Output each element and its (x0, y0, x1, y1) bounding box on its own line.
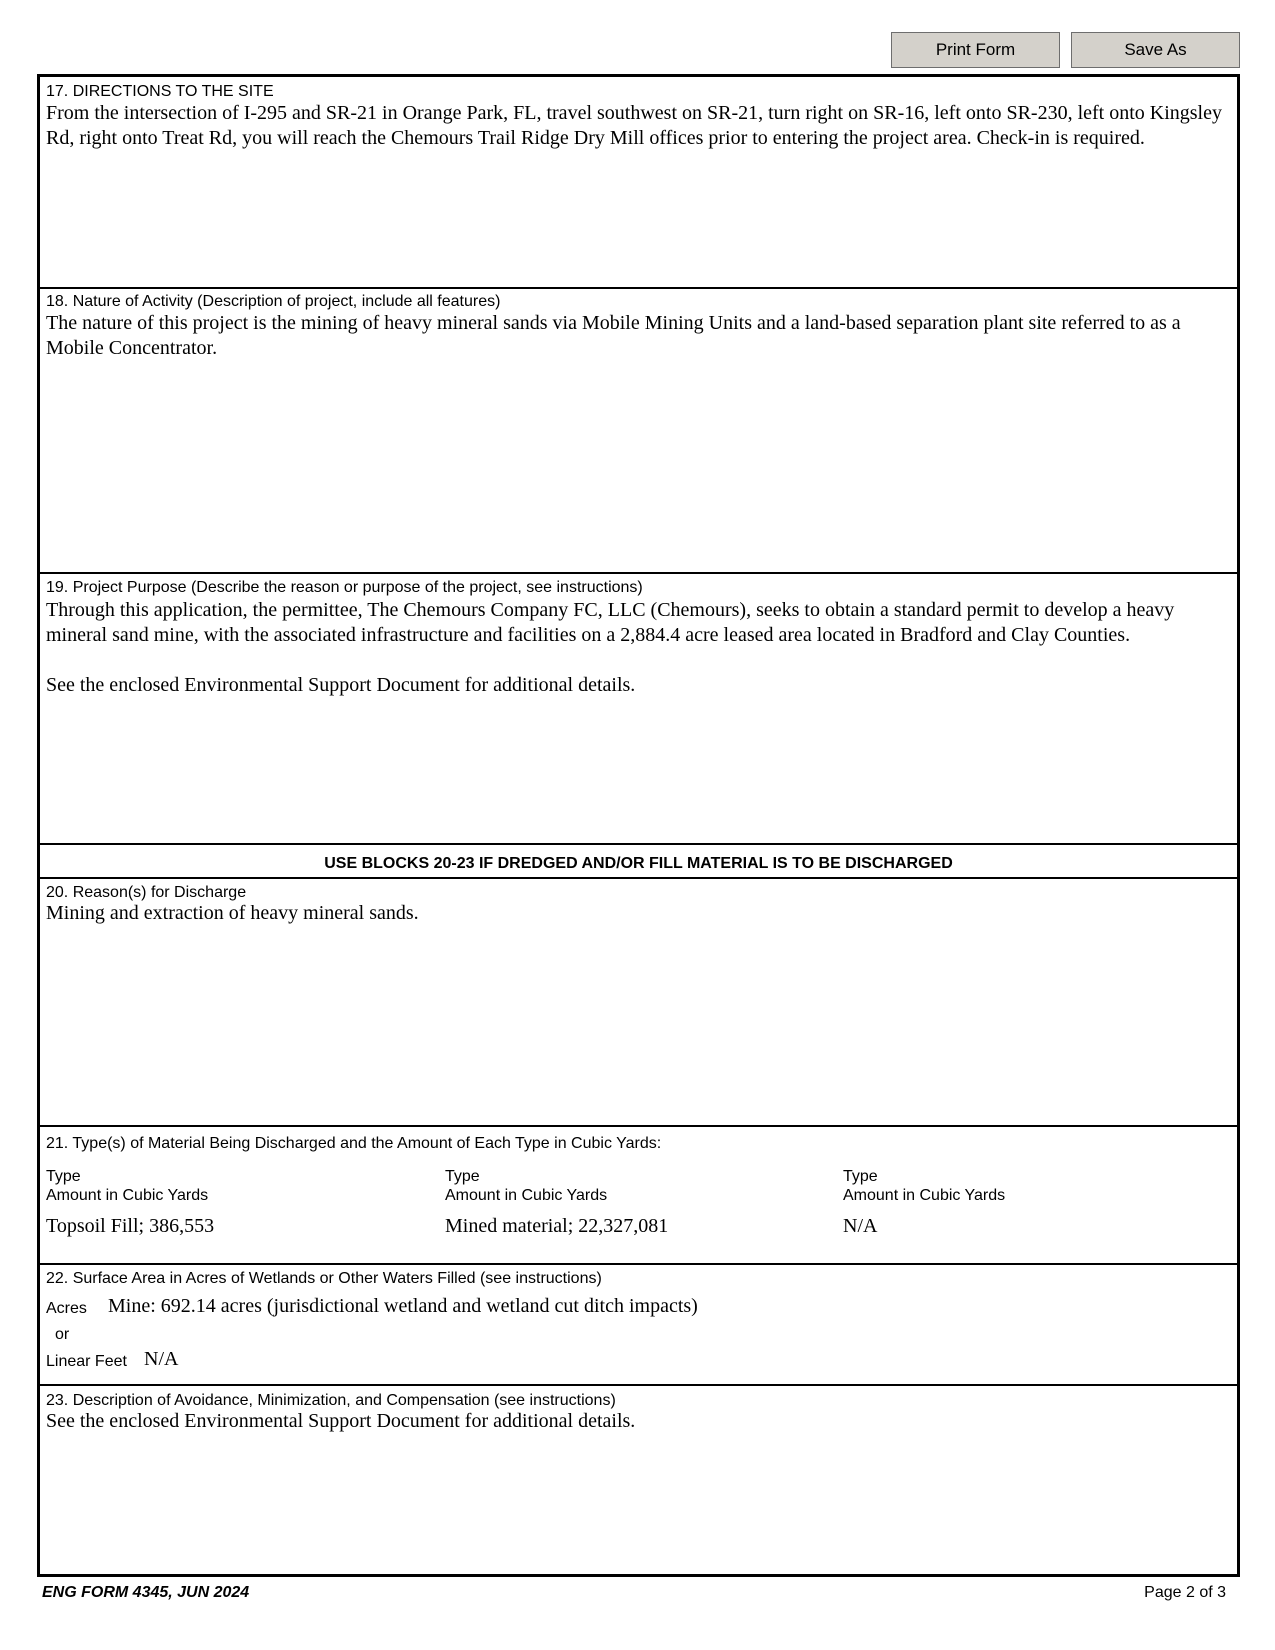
material-entry-2[interactable]: Mined material; 22,327,081 (445, 1215, 669, 1237)
acres-label: Acres (46, 1300, 87, 1317)
block-17 (40, 77, 1237, 288)
block-17-label: 17. DIRECTIONS TO THE SITE (46, 83, 274, 100)
linear-feet-label: Linear Feet (46, 1353, 127, 1370)
block-19-label: 19. Project Purpose (Describe the reason or purpose of the project, see instructions) (46, 579, 643, 596)
avoidance-description-field[interactable]: See the enclosed Environmental Support Document for additional details. (46, 1410, 636, 1432)
block-18 (40, 289, 1237, 573)
type-label: Type (843, 1168, 878, 1185)
block-23-label: 23. Description of Avoidance, Minimization, and Compensation (see instructions) (46, 1392, 616, 1409)
block-22 (40, 1265, 1237, 1385)
form-page (37, 74, 1240, 1577)
material-col-3-header (843, 1167, 1005, 1205)
save-as-button[interactable]: Save As (1071, 32, 1240, 68)
divider (40, 843, 1237, 845)
type-label: Type (46, 1168, 81, 1185)
linear-feet-field[interactable]: N/A (144, 1348, 179, 1370)
project-purpose-text: Through this application, the permittee, The Chemours Company FC, LLC (Chemours), seeks to obtain a standard permit to develop a heavy mineral sand mine, with the associated infrastructure and facilities on a 2,884.4 acre leased area located in Bradford and Clay Counties. (46, 599, 1175, 646)
section-banner: USE BLOCKS 20-23 IF DREDGED AND/OR FILL MATERIAL IS TO BE DISCHARGED (324, 855, 953, 872)
amount-label: Amount in Cubic Yards (46, 1187, 209, 1204)
print-form-button[interactable]: Print Form (891, 32, 1060, 68)
project-purpose-note: See the enclosed Environmental Support Document for additional details. (46, 674, 636, 696)
block-23 (40, 1386, 1237, 1576)
block-21-label: 21. Type(s) of Material Being Discharged and the Amount of Each Type in Cubic Yards: (46, 1135, 662, 1152)
block-19 (40, 574, 1237, 844)
acres-field[interactable]: Mine: 692.14 acres (jurisdictional wetland and wetland cut ditch impacts) (108, 1295, 698, 1317)
block-22-label: 22. Surface Area in Acres of Wetlands or Other Waters Filled (see instructions) (46, 1270, 602, 1287)
material-col-2-header (445, 1167, 607, 1205)
material-col-1-header (46, 1167, 208, 1205)
nature-of-activity-field[interactable]: The nature of this project is the mining of heavy mineral sands via Mobile Mining Units and a land-based separation plant site referred to as a Mobile Concentrator. (46, 312, 1181, 359)
block-21 (40, 1127, 1237, 1264)
amount-label: Amount in Cubic Yards (445, 1187, 608, 1204)
material-entry-3[interactable]: N/A (843, 1215, 878, 1237)
or-label: or (55, 1326, 70, 1343)
page-number: Page 2 of 3 (1144, 1584, 1226, 1601)
material-entry-1[interactable]: Topsoil Fill; 386,553 (46, 1215, 215, 1237)
amount-label: Amount in Cubic Yards (843, 1187, 1006, 1204)
reason-for-discharge-field[interactable]: Mining and extraction of heavy mineral sands. (46, 902, 419, 924)
block-20 (40, 879, 1237, 1126)
type-label: Type (445, 1168, 480, 1185)
block-18-label: 18. Nature of Activity (Description of project, include all features) (46, 293, 501, 310)
form-identifier: ENG FORM 4345, JUN 2024 (42, 1584, 250, 1601)
block-20-label: 20. Reason(s) for Discharge (46, 884, 247, 901)
project-purpose-field[interactable] (46, 598, 1229, 698)
directions-field[interactable]: From the intersection of I-295 and SR-21 in Orange Park, FL, travel southwest on SR-21, turn right on SR-16, left onto SR-230, left onto Kingsley Rd, right onto Treat Rd, you will reach the Chemours Trail Ridge Dry Mill offices prior to entering the project area. Check-in is required. (46, 102, 1222, 149)
